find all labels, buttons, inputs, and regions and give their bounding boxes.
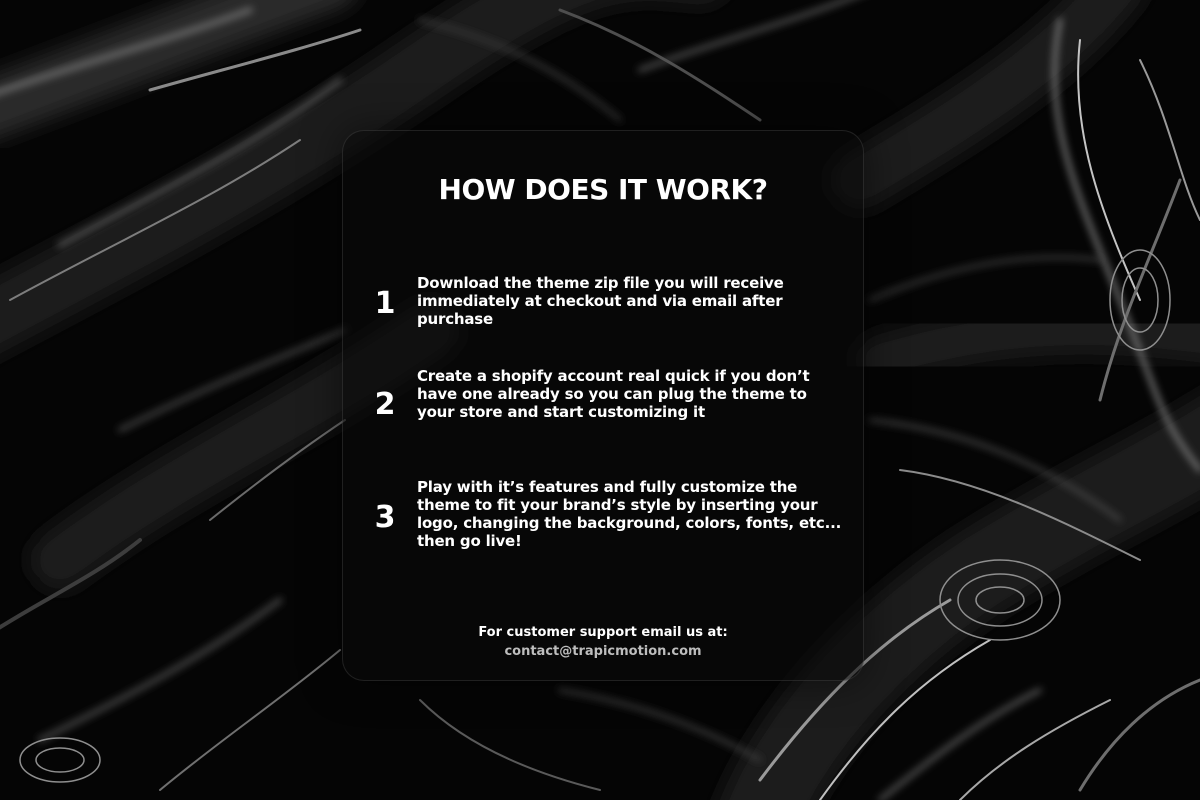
support-block bbox=[343, 624, 863, 662]
step-number: 2 bbox=[374, 387, 396, 422]
step-text: Create a shopify account real quick if you don’t have one already so you can plug the theme to your store and start customizing it bbox=[417, 367, 810, 421]
support-email-link[interactable]: contact@trapicmotion.com bbox=[504, 644, 702, 659]
step-text: Download the theme zip file you will receive immediately at checkout and via email after purchase bbox=[417, 274, 784, 328]
step-number: 1 bbox=[374, 286, 396, 321]
support-label: For customer support email us at: bbox=[478, 625, 728, 640]
how-it-works-card bbox=[342, 130, 864, 681]
step-text: Play with it’s features and fully customize the theme to fit your brand’s style by inserting your logo, changing the background, colors, fonts, etc... then go live! bbox=[417, 478, 842, 550]
step-number: 3 bbox=[374, 500, 396, 535]
card-title: HOW DOES IT WORK? bbox=[438, 173, 768, 206]
